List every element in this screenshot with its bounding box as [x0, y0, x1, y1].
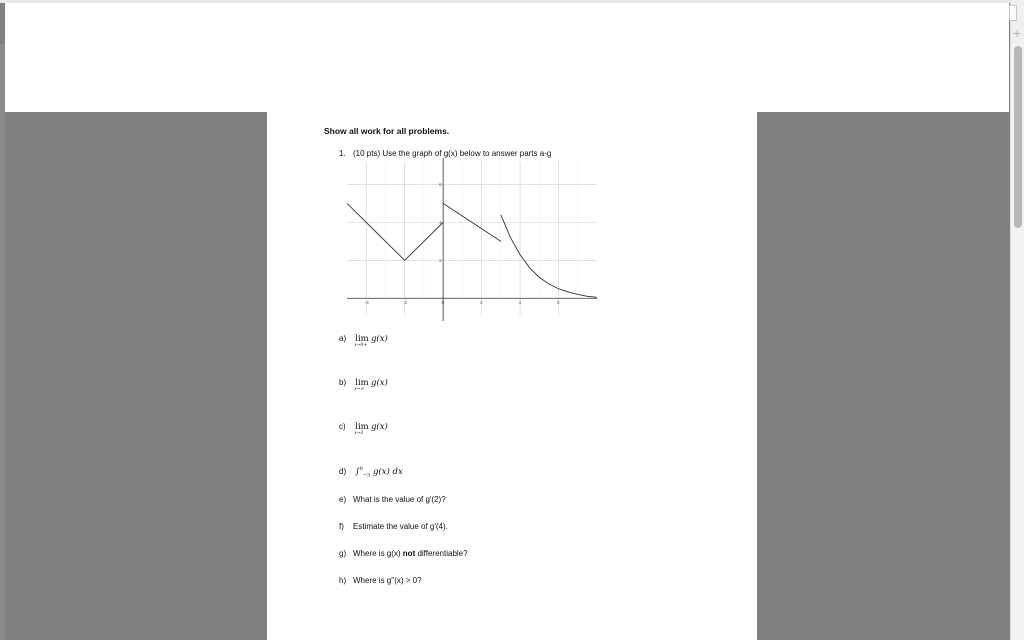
part-e: [339, 495, 446, 504]
part-d: [339, 466, 403, 479]
integrand: g(x) dx: [372, 466, 403, 477]
part-label: c): [339, 422, 346, 431]
document-page: [267, 112, 757, 640]
x-tick-label: -2: [403, 300, 408, 306]
x-tick-label: 0: [441, 300, 445, 306]
scrollbar-corner-box: [1009, 5, 1017, 21]
part-text: What is the value of g′(2)?: [353, 495, 446, 504]
limit-operator: lim x→0+: [354, 334, 369, 348]
part-text: Where is g(x): [353, 549, 403, 558]
part-text: Where is g′′(x) > 0?: [353, 576, 422, 585]
instructions-heading: Show all work for all problems.: [324, 126, 450, 136]
part-label: g): [339, 549, 347, 558]
part-b: [339, 378, 388, 392]
left-gutter: [0, 44, 5, 640]
question-number: 1.: [339, 149, 346, 158]
plus-icon[interactable]: +: [1012, 27, 1022, 40]
part-g: [339, 549, 468, 558]
x-tick-label: 6: [557, 300, 560, 306]
integral-upper-bound: 0: [359, 466, 363, 472]
part-text-end: differentiable?: [415, 549, 468, 558]
part-label: f): [339, 522, 344, 531]
part-label: b): [339, 378, 347, 387]
integral-lower-bound: −3: [362, 472, 371, 479]
part-c: [339, 422, 388, 436]
math-expression: g(x): [370, 378, 388, 388]
limit-subscript: x→3: [354, 431, 364, 436]
question-text: (10 pts) Use the graph of g(x) below to answer parts a-g: [353, 149, 552, 158]
part-a: [339, 334, 388, 348]
part-text: Estimate the value of g′(4).: [353, 522, 448, 531]
integral-sign: ∫: [355, 466, 360, 477]
math-expression: g(x): [370, 422, 388, 432]
limit-operator: lim x→∞: [354, 378, 369, 392]
toolbar-area: [5, 3, 1009, 112]
x-tick-label: 4: [518, 300, 522, 306]
part-label: e): [339, 495, 347, 504]
y-tick-label: 4: [439, 219, 442, 225]
part-h: [339, 576, 422, 585]
math-expression: g(x): [370, 334, 388, 344]
part-label: a): [339, 334, 347, 343]
y-tick-label: 6: [439, 181, 442, 187]
graph-of-g: [347, 156, 597, 321]
emphasis-not: not: [402, 549, 416, 558]
part-label: h): [339, 576, 347, 585]
graph-decay-curve: [501, 215, 597, 297]
part-label: d): [339, 466, 347, 476]
limit-subscript: x→0+: [354, 343, 368, 348]
limit-subscript: x→∞: [354, 387, 365, 392]
x-tick-label: 2: [480, 300, 483, 306]
limit-operator: lim x→3: [354, 422, 369, 436]
y-tick-label: 2: [439, 257, 442, 263]
integral-expression: [355, 467, 403, 477]
x-tick-label: -4: [364, 300, 369, 306]
part-f: [339, 522, 448, 531]
scrollbar-thumb[interactable]: [1014, 46, 1022, 228]
graph-segment: [347, 203, 405, 260]
